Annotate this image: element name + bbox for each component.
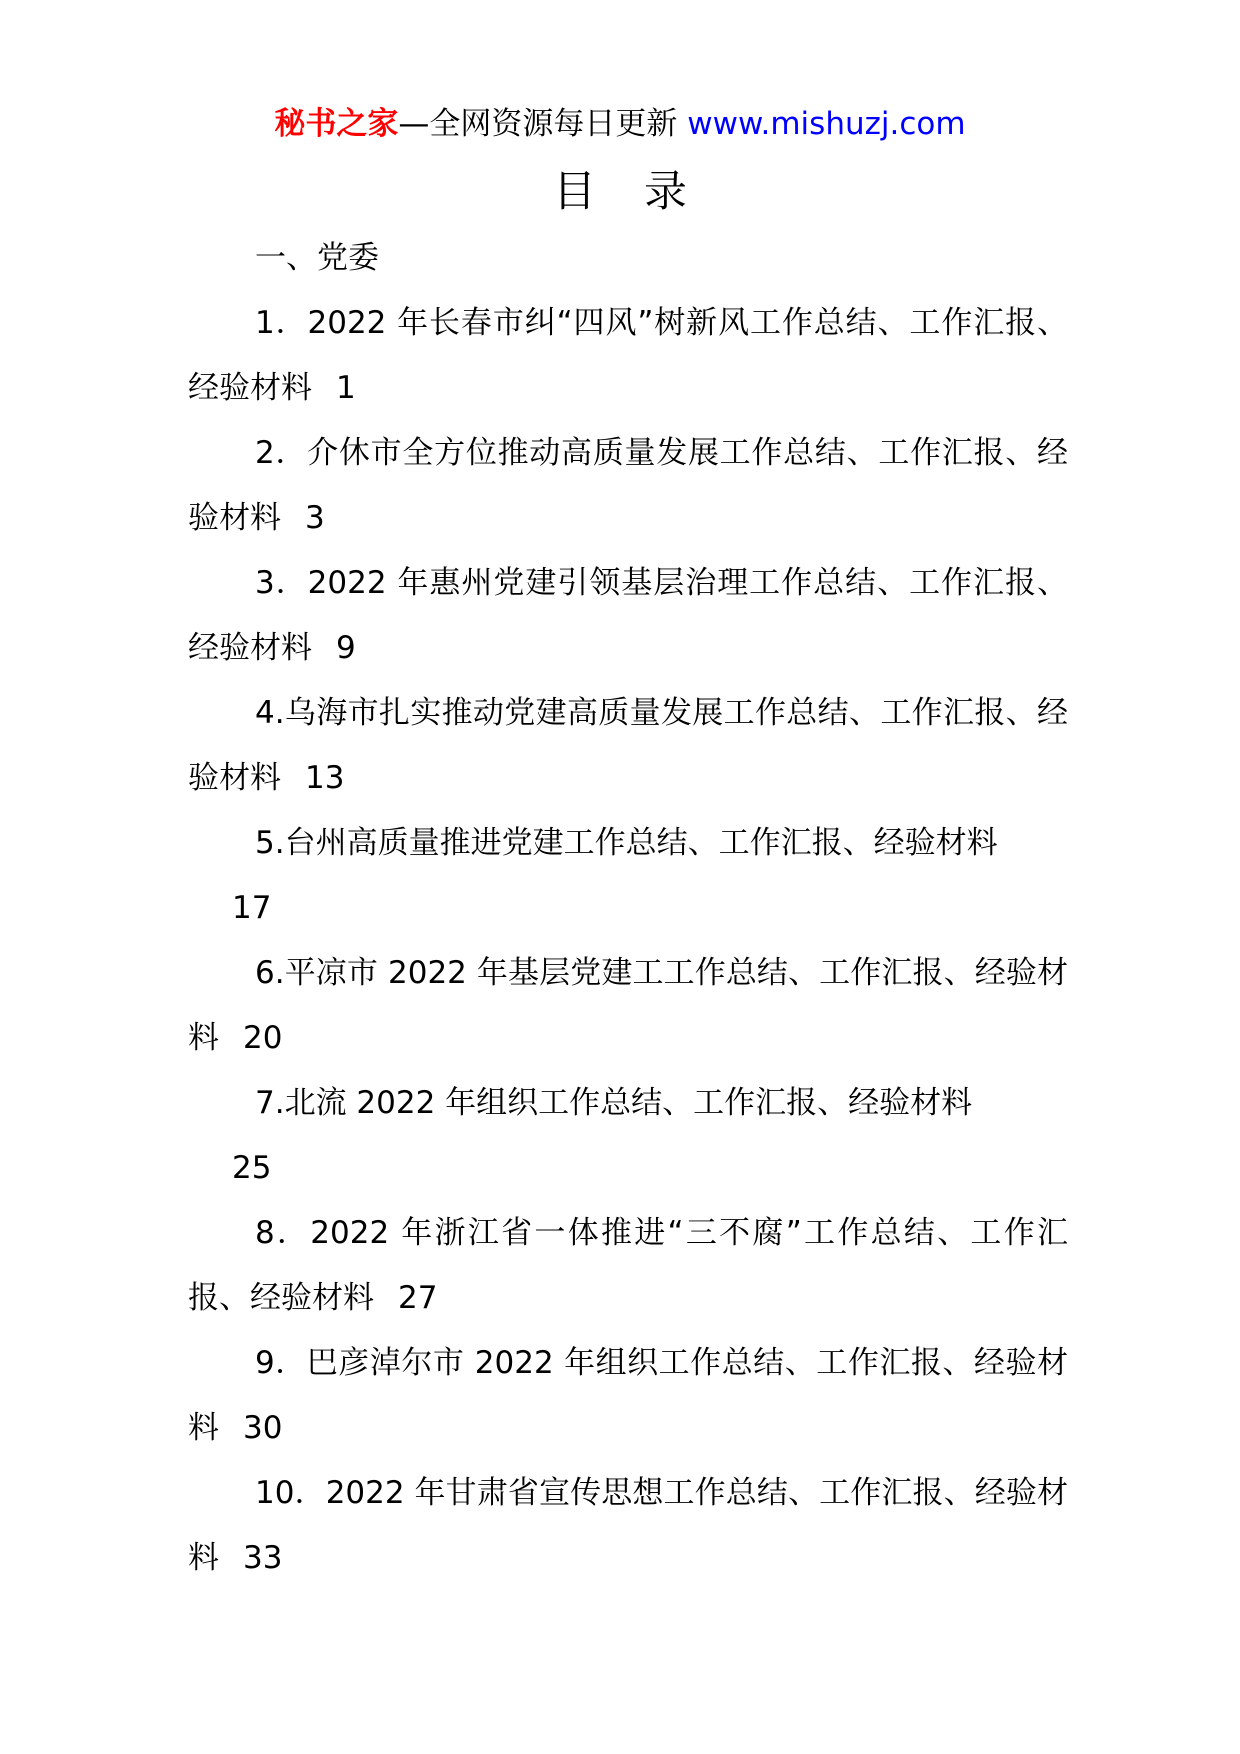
toc-entry[interactable] — [188, 1071, 1068, 1201]
toc-entry-label: 7.北流 2022 年组织工作总结、工作汇报、经验材料 — [255, 1085, 973, 1121]
toc-entry[interactable] — [188, 291, 1068, 421]
toc-entry-page: 9 — [336, 630, 356, 666]
toc-entry-label: 9．巴彦淖尔市 2022 年组织工作总结、工作汇报、经验材料 — [188, 1345, 1068, 1446]
toc-entry[interactable] — [188, 1331, 1068, 1461]
toc-entry-page: 33 — [243, 1540, 283, 1576]
table-of-contents — [188, 226, 1068, 1591]
toc-entry[interactable] — [188, 941, 1068, 1071]
toc-entry-label: 6.平凉市 2022 年基层党建工工作总结、工作汇报、经验材料 — [188, 955, 1068, 1056]
site-brand: 秘书之家 — [274, 106, 399, 142]
toc-entry[interactable] — [188, 1461, 1068, 1591]
toc-entry-page: 25 — [232, 1150, 272, 1186]
toc-entry[interactable] — [188, 681, 1068, 811]
toc-entry-label: 4.乌海市扎实推动党建高质量发展工作总结、工作汇报、经验材料 — [188, 695, 1068, 796]
page-title-char-2: 录 — [644, 167, 687, 217]
toc-entry[interactable] — [188, 551, 1068, 681]
toc-entry-label: 10．2022 年甘肃省宣传思想工作总结、工作汇报、经验材料 — [188, 1475, 1068, 1576]
site-header — [0, 100, 1240, 148]
toc-entry-page: 30 — [243, 1410, 283, 1446]
toc-entry-page: 20 — [243, 1020, 283, 1056]
toc-entry-page: 3 — [305, 500, 325, 536]
toc-entry-label: 5.台州高质量推进党建工作总结、工作汇报、经验材料 — [255, 825, 998, 861]
toc-entry-page: 13 — [305, 760, 345, 796]
toc-entry-label: 8．2022 年浙江省一体推进“三不腐”工作总结、工作汇报、经验材料 — [188, 1215, 1068, 1316]
page-title-char-1: 目 — [553, 167, 596, 217]
site-url-link[interactable]: www.mishuzj.com — [687, 106, 966, 142]
toc-entry-page: 17 — [232, 890, 272, 926]
page-title — [0, 162, 1240, 222]
toc-entry[interactable] — [188, 1201, 1068, 1331]
toc-entry-page: 27 — [398, 1280, 438, 1316]
toc-entry-label: 2．介休市全方位推动高质量发展工作总结、工作汇报、经验材料 — [188, 435, 1068, 536]
toc-entry[interactable] — [188, 811, 1068, 941]
toc-entry-label: 3．2022 年惠州党建引领基层治理工作总结、工作汇报、经验材料 — [188, 565, 1068, 666]
toc-entry[interactable] — [188, 421, 1068, 551]
site-tagline: —全网资源每日更新 — [398, 106, 678, 142]
toc-entry-page: 1 — [336, 370, 356, 406]
toc-section-heading: 一、党委 — [255, 240, 379, 276]
toc-entry-label: 1．2022 年长春市纠“四风”树新风工作总结、工作汇报、经验材料 — [188, 305, 1068, 406]
